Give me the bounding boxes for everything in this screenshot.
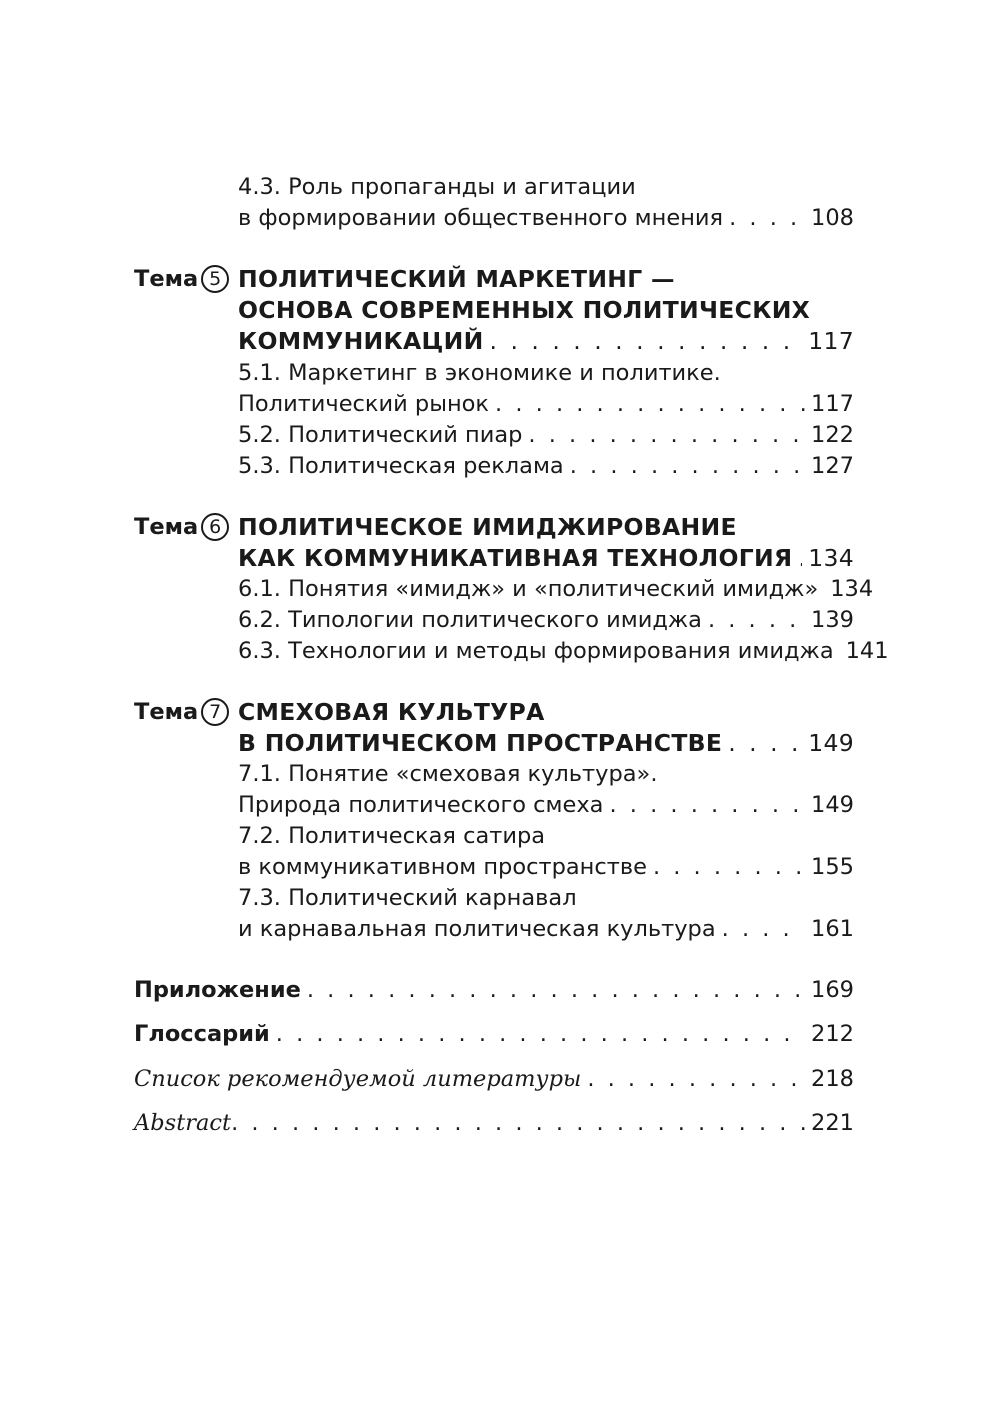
page-number: 117	[811, 391, 854, 417]
toc-entry-abstract[interactable]	[134, 1112, 854, 1135]
leader-dots	[495, 393, 805, 416]
theme-word: Тема	[134, 698, 199, 725]
theme-5-label	[134, 265, 229, 293]
toc-entry-7-2[interactable]	[238, 856, 854, 879]
leader-dots	[722, 918, 805, 941]
leader-dots	[490, 330, 803, 354]
leader-dots	[528, 424, 805, 447]
toc-entry-7-1-line1	[238, 763, 854, 786]
toc-entry-text: Приложение	[134, 977, 301, 1003]
theme-7-entry[interactable]	[238, 729, 854, 757]
toc-entry-text: 7.2. Политическая сатира	[238, 823, 546, 849]
page-number: 127	[811, 453, 854, 479]
page-number: 155	[811, 854, 854, 880]
toc-entry-text: 5.3. Политическая реклама	[238, 453, 564, 479]
theme-word: Тема	[134, 513, 199, 540]
leader-dots	[276, 1023, 805, 1046]
leader-dots	[231, 1112, 805, 1135]
theme-6-label	[134, 513, 229, 541]
toc-entry-5-1[interactable]	[238, 393, 854, 416]
page-number: 134	[808, 544, 854, 572]
toc-entry-text: 6.2. Типологии политического имиджа	[238, 607, 702, 633]
toc-entry-4-3-line1	[238, 176, 854, 199]
theme-title: ПОЛИТИЧЕСКИЙ МАРКЕТИНГ —	[238, 265, 675, 293]
page-number: 139	[811, 607, 854, 633]
toc-entry-text: Abstract	[134, 1110, 232, 1136]
toc-entry-6-2[interactable]	[238, 609, 854, 632]
toc-entry-text: 6.1. Понятия «имидж» и «политический имидж»	[238, 576, 819, 602]
toc-entry-text: в коммуникативном пространстве	[238, 854, 647, 880]
leader-dots	[587, 1068, 805, 1091]
theme-title: В ПОЛИТИЧЕСКОМ ПРОСТРАНСТВЕ	[238, 729, 723, 757]
theme-number-circle: 6	[201, 513, 229, 541]
toc-entry-text: 6.3. Технологии и методы формирования имиджа	[238, 638, 834, 664]
theme-7-label	[134, 698, 229, 726]
toc-entry-7-1[interactable]	[238, 794, 854, 817]
theme-number-circle: 7	[201, 698, 229, 726]
toc-entry-7-2-line1	[238, 825, 854, 848]
theme-title: ПОЛИТИЧЕСКОЕ ИМИДЖИРОВАНИЕ	[238, 513, 737, 541]
page-number: 149	[811, 792, 854, 818]
theme-7-title-line1	[238, 698, 854, 726]
toc-entry-text: 7.1. Понятие «смеховая культура».	[238, 761, 658, 787]
toc-entry-text: Глоссарий	[134, 1021, 270, 1047]
theme-6-title-line1	[238, 513, 854, 541]
toc-entry-4-3[interactable]	[238, 207, 854, 230]
toc-entry-text: Список рекомендуемой литературы	[134, 1066, 582, 1092]
toc-entry-6-3[interactable]	[238, 638, 889, 664]
toc-entry-5-3[interactable]	[238, 455, 854, 478]
page-number: 161	[811, 916, 854, 942]
leader-dots	[570, 455, 805, 478]
theme-title: СМЕХОВАЯ КУЛЬТУРА	[238, 698, 545, 726]
page-number: 117	[808, 327, 854, 355]
toc-entry-text: Политический рынок	[238, 391, 490, 417]
page-number: 134	[830, 576, 874, 602]
toc-entry-text: Природа политического смеха	[238, 792, 604, 818]
page-number: 212	[811, 1021, 854, 1047]
toc-entry-text: 5.2. Политический пиар	[238, 422, 523, 448]
page-number: 122	[811, 422, 854, 448]
page-number: 141	[845, 638, 889, 664]
toc-entry-text: 5.1. Маркетинг в экономике и политике.	[238, 360, 721, 386]
toc-entry-text: в формировании общественного мнения	[238, 205, 724, 231]
theme-title: КАК КОММУНИКАТИВНАЯ ТЕХНОЛОГИЯ	[238, 544, 793, 572]
page-number: 108	[811, 205, 854, 231]
theme-word: Тема	[134, 265, 199, 292]
toc-entry-6-1[interactable]	[238, 576, 874, 602]
toc-entry-7-3[interactable]	[238, 918, 854, 941]
leader-dots	[798, 547, 802, 571]
page-number: 218	[811, 1066, 854, 1092]
theme-5-entry[interactable]	[238, 327, 854, 355]
leader-dots	[708, 609, 805, 632]
leader-dots	[307, 979, 805, 1002]
page-number: 149	[808, 729, 854, 757]
toc-entry-glossary[interactable]	[134, 1023, 854, 1046]
leader-dots	[653, 856, 805, 879]
toc-entry-text: 7.3. Политический карнавал	[238, 885, 577, 911]
theme-6-entry[interactable]	[238, 544, 854, 572]
leader-dots	[609, 794, 805, 817]
toc-entry-text: и карнавальная политическая культура	[238, 916, 716, 942]
toc-entry-5-2[interactable]	[238, 424, 854, 447]
leader-dots	[729, 207, 805, 230]
toc-entry-5-1-line1	[238, 362, 854, 385]
toc-entry-appendix[interactable]	[134, 979, 854, 1002]
leader-dots	[728, 732, 802, 756]
toc-entry-7-3-line1	[238, 887, 854, 910]
theme-5-title-line1	[238, 265, 854, 293]
toc-entry-literature[interactable]	[134, 1068, 854, 1091]
theme-title: ОСНОВА СОВРЕМЕННЫХ ПОЛИТИЧЕСКИХ	[238, 296, 811, 324]
theme-title: КОММУНИКАЦИЙ	[238, 327, 484, 355]
page-number: 221	[811, 1110, 854, 1136]
theme-5-title-line2	[238, 296, 854, 324]
toc-entry-text: 4.3. Роль пропаганды и агитации	[238, 174, 636, 200]
page-number: 169	[811, 977, 854, 1003]
theme-number-circle: 5	[201, 265, 229, 293]
